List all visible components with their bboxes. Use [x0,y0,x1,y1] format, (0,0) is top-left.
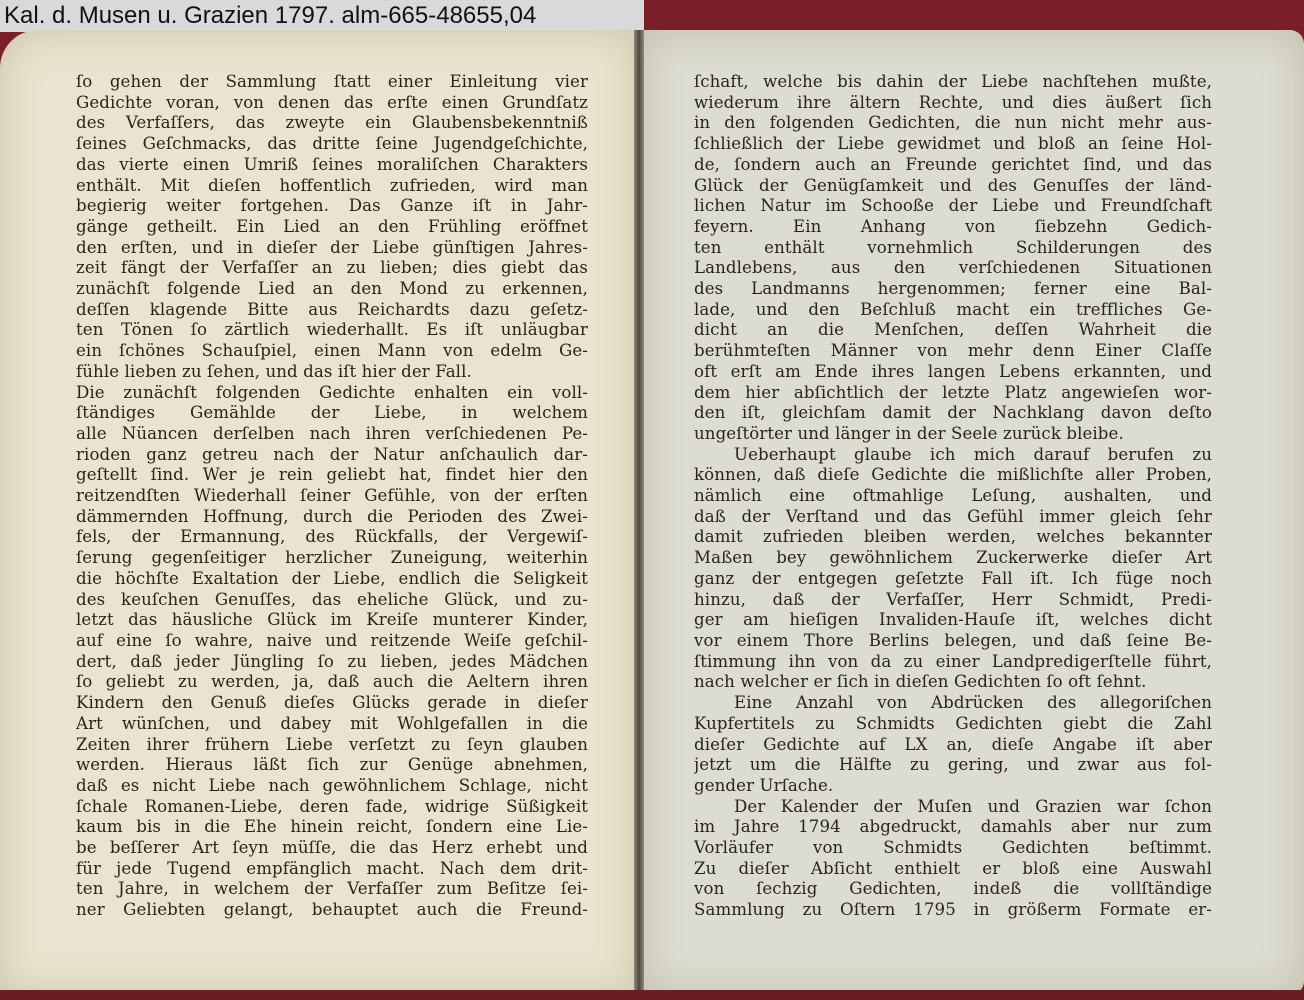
text-line: nach welcher er ſich in dieſen Gedichten ſo oft ſehnt. [694,672,1147,692]
text-line: hinzu, daß der Verfaſſer, Herr Schmidt, Predi- [694,589,1212,609]
text-line: oft erſt am Ende ihres langen Lebens erkannten, und [694,361,1212,381]
left-page-text [76,72,588,921]
text-line: Vorläufer von Schmidts Gedichten beſtimmt. [694,838,1212,858]
text-line: ſchließlich der Liebe gewidmet und bloß an ſeine Hol- [694,134,1212,154]
text-line: vor einem Thore Berlins belegen, und daß ſeine Be- [694,630,1212,650]
text-line: gänge getheilt. Ein Lied an den Frühling eröffnet [76,216,588,236]
right-page-text [694,72,1212,921]
text-line: be beſſerer Art ſeyn müſſe, die das Herz erhebt und [76,838,588,858]
text-line: begierig weiter fortgehen. Das Ganze iſt in Jahr- [76,196,588,216]
text-line: ſo geliebt zu werden, ja, daß auch die Aeltern ihren [76,672,588,692]
text-line: den erſten, und in dieſer der Liebe günſtigen Jahres- [76,237,588,257]
text-line: die höchſte Exaltation der Liebe, endlich die Seligkeit [76,568,588,588]
text-line: ein ſchönes Schauſpiel, einen Mann von edelm Ge- [76,341,588,361]
text-line: im Jahre 1794 abgedruckt, damahls aber nur zum [694,817,1212,837]
text-line: dicht an die Menſchen, deſſen Wahrheit die [694,320,1212,340]
text-line: deſſen klagende Bitte aus Reichardts dazu geſetz- [76,299,588,319]
text-line: ganz der entgegen geſetzte Fall iſt. Ich füge noch [694,568,1212,588]
text-line: Landlebens, aus den verſchiedenen Situationen [694,258,1212,278]
right-page [642,30,1304,995]
text-line: lichen Natur im Schooße der Liebe und Freundſchaft [694,196,1212,216]
text-line: fühle lieben zu ſehen, und das iſt hier der Fall. [76,361,472,381]
text-line: ten enthält vornehmlich Schilderungen des [694,237,1212,257]
text-line: ner Geliebten gelangt, behauptet auch die Freund- [76,900,588,920]
text-line: Art wünſchen, und dabey mit Wohlgefallen in die [76,713,588,733]
text-line: dämmernden Hoffnung, durch die Perioden des Zwei- [76,506,588,526]
text-line: jetzt um die Hälfte zu gering, und zwar aus fol- [694,755,1212,775]
text-line: letzt das häusliche Glück im Kreiſe munterer Kinder, [76,610,588,630]
text-line: von ſechzig Gedichten, indeß die vollſtändige [694,879,1212,899]
text-line: ungeſtörter und länger in der Seele zurück bleibe. [694,423,1124,443]
left-page [0,30,636,995]
text-line: Maßen bey gewöhnlichem Zuckerwerke dieſer Art [694,548,1212,568]
text-line: auf eine ſo wahre, naive und reitzende Weiſe geſchil- [76,630,588,650]
text-line: dert, daß jeder Jüngling ſo zu lieben, jedes Mädchen [76,651,588,671]
text-line: dieſer Gedichte auf LX an, dieſe Angabe iſt aber [694,734,1212,754]
text-line: kaum bis in die Ehe hinein reicht, ſondern eine Lie- [76,817,588,837]
text-line: feyern. Ein Anhang von ſiebzehn Gedich- [694,216,1212,236]
text-line: geſtellt ſind. Wer je rein geliebt hat, findet hier den [76,465,588,485]
text-line: Zu dieſer Abſicht enthielt er bloß eine Auswahl [694,858,1212,878]
text-line: Kindern den Genuß dieſes Glücks gerade in dieſer [76,693,588,713]
text-line: ſchale Romanen-Liebe, deren fade, widrige Süßigkeit [76,796,588,816]
text-line: werden. Hieraus läßt ſich zur Genüge abnehmen, [76,755,588,775]
text-line: zunächſt folgende Lied an den Mond zu erkennen, [76,279,588,299]
text-line: lade, und den Beſchluß macht ein treffliches Ge- [694,299,1212,319]
image-caption: Kal. d. Musen u. Grazien 1797. alm-665-48655,04 [0,0,644,32]
text-line: fels, der Ermannung, des Rückfalls, der Vergewiſ- [76,527,588,547]
text-line: dem hier abſichtlich der letzte Platz angewieſen wor- [694,382,1212,402]
text-line: Der Kalender der Muſen und Grazien war ſchon [734,796,1212,816]
text-line: daß es nicht Liebe nach gewöhnlichem Schlage, nicht [76,775,588,795]
text-line: reitzendſten Wiederhall ſeiner Gefühle, von der erſten [76,486,588,506]
text-line: nämlich eine oftmahlige Leſung, aushalten, und [694,486,1212,506]
text-line: ſeines Geſchmacks, das dritte ſeine Jugendgeſchichte, [76,134,588,154]
text-line: Gedichte voran, von denen das erſte einen Grundſatz [76,92,588,112]
text-line: ten Jahre, in welchem der Verfaſſer zum Beſitze ſei- [76,879,588,899]
text-line: Die zunächſt folgenden Gedichte enhalten ein voll- [76,382,588,402]
text-line: den iſt, gleichſam damit der Nachklang davon deſto [694,403,1212,423]
text-line: des Landmanns hergenommen; ferner eine Bal- [694,279,1212,299]
text-line: Eine Anzahl von Abdrücken des allegoriſchen [734,693,1212,713]
text-line: wiederum ihre ältern Rechte, und dies äußert ſich [694,92,1212,112]
bottom-edge [0,990,1304,1000]
text-line: Zeiten ihrer frühern Liebe verſetzt zu ſeyn glauben [76,734,588,754]
text-line: berühmteſten Männer von mehr denn Einer Claſſe [694,341,1212,361]
text-line: ſtändiges Gemählde der Liebe, in welchem [76,403,588,423]
text-line: ſerung gegenſeitiger herzlicher Zuneigung, weiterhin [76,548,588,568]
text-line: rioden ganz getreu nach der Natur anſchaulich dar- [76,444,588,464]
text-line: Sammlung zu Oſtern 1795 in größerm Formate er- [694,900,1212,920]
text-line: Ueberhaupt glaube ich mich darauf berufen zu [734,444,1212,464]
text-line: ſtimmung ihn von da zu einer Landpredigerſtelle führt, [694,651,1212,671]
text-line: alle Nüancen derſelben nach ihren verſchiedenen Pe- [76,423,588,443]
text-line: ſchaft, welche bis dahin der Liebe nachſtehen mußte, [694,72,1212,91]
text-line: des Verfaſſers, das zweyte ein Glaubensbekenntniß [76,113,588,133]
book-gutter [634,30,644,1000]
text-line: können, daß dieſe Gedichte die mißlichſte aller Proben, [694,465,1212,485]
text-line: ten Tönen ſo zärtlich wiederhallt. Es iſt unläugbar [76,320,588,340]
text-line: für jede Tugend empfänglich macht. Nach dem drit- [76,858,588,878]
text-line: das vierte einen Umriß ſeines moraliſchen Charakters [76,154,588,174]
text-line: enthält. Mit dieſen hoffentlich zufrieden, wird man [76,175,588,195]
text-line: ſo gehen der Sammlung ſtatt einer Einleitung vier [76,72,588,91]
text-line: Glück der Genügſamkeit und des Genuſſes der länd- [694,175,1212,195]
text-line: in den folgenden Gedichten, die nun nicht mehr aus- [694,113,1212,133]
text-line: de, ſondern auch an Freunde gerichtet ſind, und das [694,154,1212,174]
text-line: ger am hieſigen Invaliden-Hauſe iſt, welches dicht [694,610,1212,630]
text-line: zeit fängt der Verfaſſer an zu lieben; dies giebt das [76,258,588,278]
text-line: daß der Verſtand und das Gefühl immer gleich ſehr [694,506,1212,526]
text-line: des keuſchen Genuſſes, das eheliche Glück, und zu- [76,589,588,609]
text-line: Kupfertitels zu Schmidts Gedichten giebt die Zahl [694,713,1212,733]
text-line: damit zufrieden bleiben werden, welches bekannter [694,527,1212,547]
text-line: gender Urſache. [694,775,834,795]
